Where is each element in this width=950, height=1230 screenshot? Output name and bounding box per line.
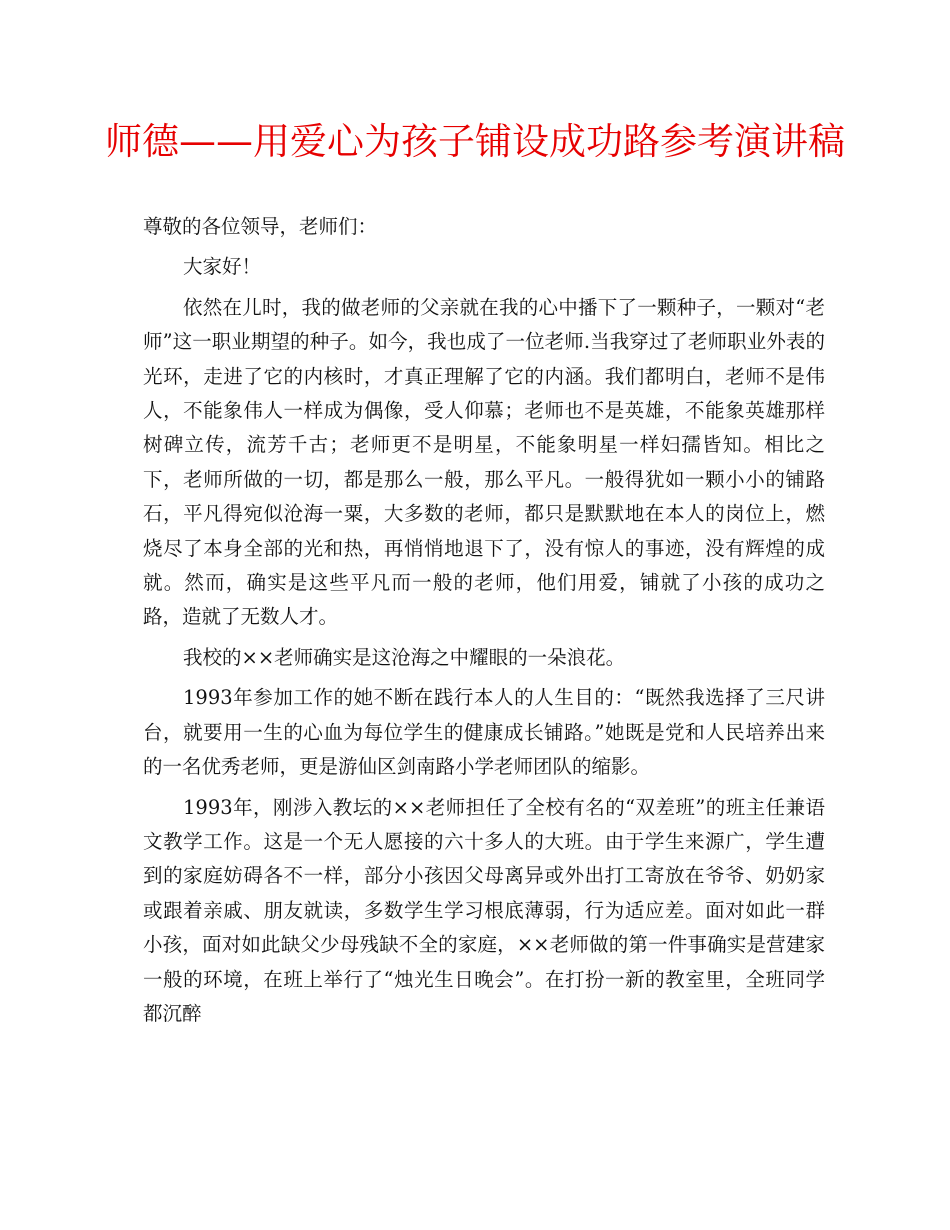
paragraph: 1993年，刚涉入教坛的××老师担任了全校有名的“双差班”的班主任兼语文教学工作。这是一个无人愿接的六十多人的大班。由于学生来源广，学生遭到的家庭妨碍各不一样，部分小孩因父母离异或外出打工寄放在爷爷、奶奶家或跟着亲戚、朋友就读，多数学生学习根底薄弱，行为适应差。面对如此一群小孩，面对如此缺父少母残缺不全的家庭，××老师做的第一件事确实是营建家一般的环境，在班上举行了“烛光生日晚会”。在打扮一新的教室里，全班同学都沉醉 bbox=[143, 795, 825, 1025]
paragraph: 依然在儿时，我的做老师的父亲就在我的心中播下了一颗种子，一颗对“老师”这一职业期望的种子。如今，我也成了一位老师.当我穿过了老师职业外表的光环，走进了它的内核时，才真正理解了它的内涵。我们都明白，老师不是伟人，不能象伟人一样成为偶像，受人仰慕；老师也不是英雄，不能象英雄那样树碑立传，流芳千古；老师更不是明星，不能象明星一样妇孺皆知。相比之下，老师所做的一切，都是那么一般，那么平凡。一般得犹如一颗小小的铺路石，平凡得宛似沧海一粟，大多数的老师，都只是默默地在本人的岗位上，燃烧尽了本身全部的光和热，再悄悄地退下了，没有惊人的事迹，没有辉煌的成就。然而，确实是这些平凡而一般的老师，他们用爱，铺就了小孩的成功之路，造就了无数人才。 bbox=[143, 295, 825, 629]
paragraph: 1993年参加工作的她不断在践行本人的人生目的：“既然我选择了三尺讲台，就要用一生的心血为每位学生的健康成长铺路。”她既是党和人民培养出来的一名优秀老师，更是游仙区剑南路小学老师团队的缩影。 bbox=[143, 686, 825, 779]
document-title: 师德——用爱心为孩子铺设成功路参考演讲稿 bbox=[105, 120, 845, 163]
salutation: 尊敬的各位领导，老师们： bbox=[143, 215, 378, 238]
document-body bbox=[143, 210, 825, 1031]
greeting: 大家好！ bbox=[183, 255, 262, 279]
paragraph: 我校的××老师确实是这沧海之中耀眼的一朵浪花。 bbox=[183, 645, 626, 669]
